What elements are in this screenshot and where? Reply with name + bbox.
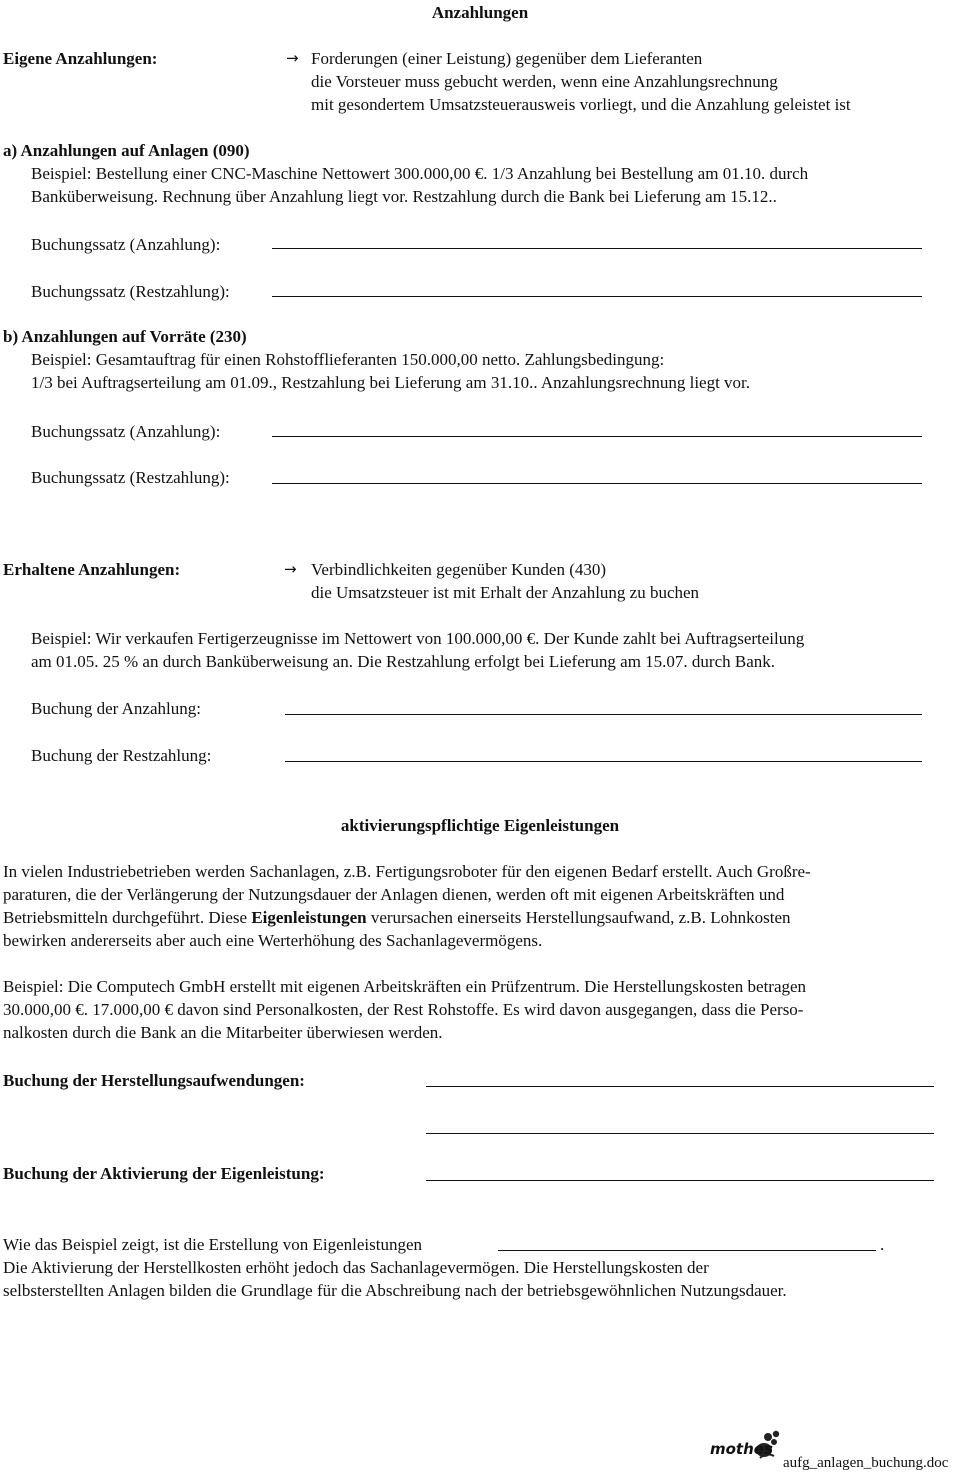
erhaltene-label-restzahlung: Buchung der Restzahlung: (31, 746, 212, 765)
answer-line-closing[interactable] (498, 1250, 876, 1251)
section-b-label-restzahlung: Buchungssatz (Restzahlung): (31, 468, 230, 487)
eigenleistungen-para1-line2: paraturen, die der Verlängerung der Nutzungsdauer der Anlagen dienen, werden oft mit eigenen Arbeitskräften und (3, 885, 785, 904)
erhaltene-line-1: Verbindlichkeiten gegenüber Kunden (430) (311, 560, 607, 579)
eigenleistungen-para2-line1: Beispiel: Die Computech GmbH erstellt mit eigenen Arbeitskräften ein Prüfzentrum. Die Herstellungskosten betragen (3, 977, 807, 996)
eigene-line-2: die Vorsteuer muss gebucht werden, wenn eine Anzahlungsrechnung (311, 72, 778, 91)
erhaltene-line-2: die Umsatzsteuer ist mit Erhalt der Anzahlung zu buchen (311, 583, 700, 602)
section-b-answer-line-restzahlung[interactable] (272, 483, 922, 484)
footer-filename: aufg_anlagen_buchung.doc (783, 1455, 949, 1471)
eigenleistungen-para1-line1: In vielen Industriebetrieben werden Sachanlagen, z.B. Fertigungsroboter für den eigenen Bedarf erstellt. Auch Großre- (3, 862, 811, 881)
section-b-line-1: Beispiel: Gesamtauftrag für einen Rohstofflieferanten 150.000,00 netto. Zahlungsbedingung: (31, 350, 665, 369)
answer-line-herstellung-1[interactable] (426, 1086, 934, 1087)
section-a-line-1: Beispiel: Bestellung einer CNC-Maschine Nettowert 300.000,00 €. 1/3 Anzahlung bei Bestellung am 01.10. durch (31, 164, 809, 183)
eigene-line-3: mit gesondertem Umsatzsteuerausweis vorliegt, und die Anzahlung geleistet ist (311, 95, 851, 114)
erhaltene-answer-line-anzahlung[interactable] (285, 714, 922, 715)
arrow-right-icon: → (286, 49, 299, 67)
answer-line-aktivierung[interactable] (426, 1180, 934, 1181)
erhaltene-heading: Erhaltene Anzahlungen: (3, 560, 181, 579)
eigenleistungen-para1-line4: bewirken andererseits aber auch eine Werterhöhung des Sachanlagevermögens. (3, 931, 543, 950)
eigene-heading: Eigene Anzahlungen: (3, 49, 158, 68)
erhaltene-label-anzahlung: Buchung der Anzahlung: (31, 699, 201, 718)
eigenleistungen-para2-line3: nalkosten durch die Bank an die Mitarbeiter überwiesen werden. (3, 1023, 443, 1042)
mothes-logo-text: mothes (710, 1440, 773, 1458)
closing-line-3: selbsterstellten Anlagen bilden die Grundlage für die Abschreibung nach der betriebsgewöhnlichen Nutzungsdauer. (3, 1281, 787, 1300)
closing-line-1-period: . (880, 1235, 885, 1254)
section-a-line-2: Banküberweisung. Rechnung über Anzahlung liegt vor. Restzahlung durch die Bank bei Lieferung am 15.12.. (31, 187, 777, 206)
section-b-heading: b) Anzahlungen auf Vorräte (230) (3, 327, 247, 346)
label-aktivierung: Buchung der Aktivierung der Eigenleistung: (3, 1164, 325, 1183)
para1-line3-bold: Eigenleistungen (251, 908, 367, 927)
erhaltene-example-2: am 01.05. 25 % an durch Banküberweisung an. Die Restzahlung erfolgt bei Lieferung am 15.07. durch Bank. (31, 652, 776, 671)
page-title: Anzahlungen (431, 3, 529, 22)
arrow-right-icon: → (284, 560, 297, 578)
section-a-answer-line-anzahlung[interactable] (272, 248, 922, 249)
erhaltene-answer-line-restzahlung[interactable] (285, 761, 922, 762)
label-herstellungsaufwendungen: Buchung der Herstellungsaufwendungen: (3, 1071, 305, 1090)
erhaltene-example-1: Beispiel: Wir verkaufen Fertigerzeugnisse im Nettowert von 100.000,00 €. Der Kunde zahlt bei Auftragserteilung (31, 629, 805, 648)
section-b-answer-line-anzahlung[interactable] (272, 436, 922, 437)
closing-line-2: Die Aktivierung der Herstellkosten erhöht jedoch das Sachanlagevermögen. Die Herstellungskosten der (3, 1258, 709, 1277)
eigenleistungen-heading: aktivierungspflichtige Eigenleistungen (340, 816, 620, 835)
para1-line3-post: verursachen einerseits Herstellungsaufwand, z.B. Lohnkosten (366, 908, 791, 927)
section-a-label-restzahlung: Buchungssatz (Restzahlung): (31, 282, 230, 301)
section-b-label-anzahlung: Buchungssatz (Anzahlung): (31, 422, 221, 441)
mothes-logo-icon (708, 1428, 784, 1464)
mothes-logo (708, 1428, 784, 1464)
eigenleistungen-para1-line3 (3, 906, 791, 929)
eigene-line-1: Forderungen (einer Leistung) gegenüber dem Lieferanten (311, 49, 703, 68)
answer-line-herstellung-2[interactable] (426, 1133, 934, 1134)
eigenleistungen-para2-line2: 30.000,00 €. 17.000,00 € davon sind Personalkosten, der Rest Rohstoffe. Es wird davon ausgegangen, dass die Perso- (3, 1000, 804, 1019)
para1-line3-pre: Betriebsmitteln durchgeführt. Diese (3, 908, 252, 927)
section-a-heading: a) Anzahlungen auf Anlagen (090) (3, 141, 250, 160)
section-b-line-2: 1/3 bei Auftragserteilung am 01.09., Restzahlung bei Lieferung am 31.10.. Anzahlungsrechnung liegt vor. (31, 373, 751, 392)
section-a-label-anzahlung: Buchungssatz (Anzahlung): (31, 235, 221, 254)
closing-line-1: Wie das Beispiel zeigt, ist die Erstellung von Eigenleistungen (3, 1235, 423, 1254)
section-a-answer-line-restzahlung[interactable] (272, 296, 922, 297)
